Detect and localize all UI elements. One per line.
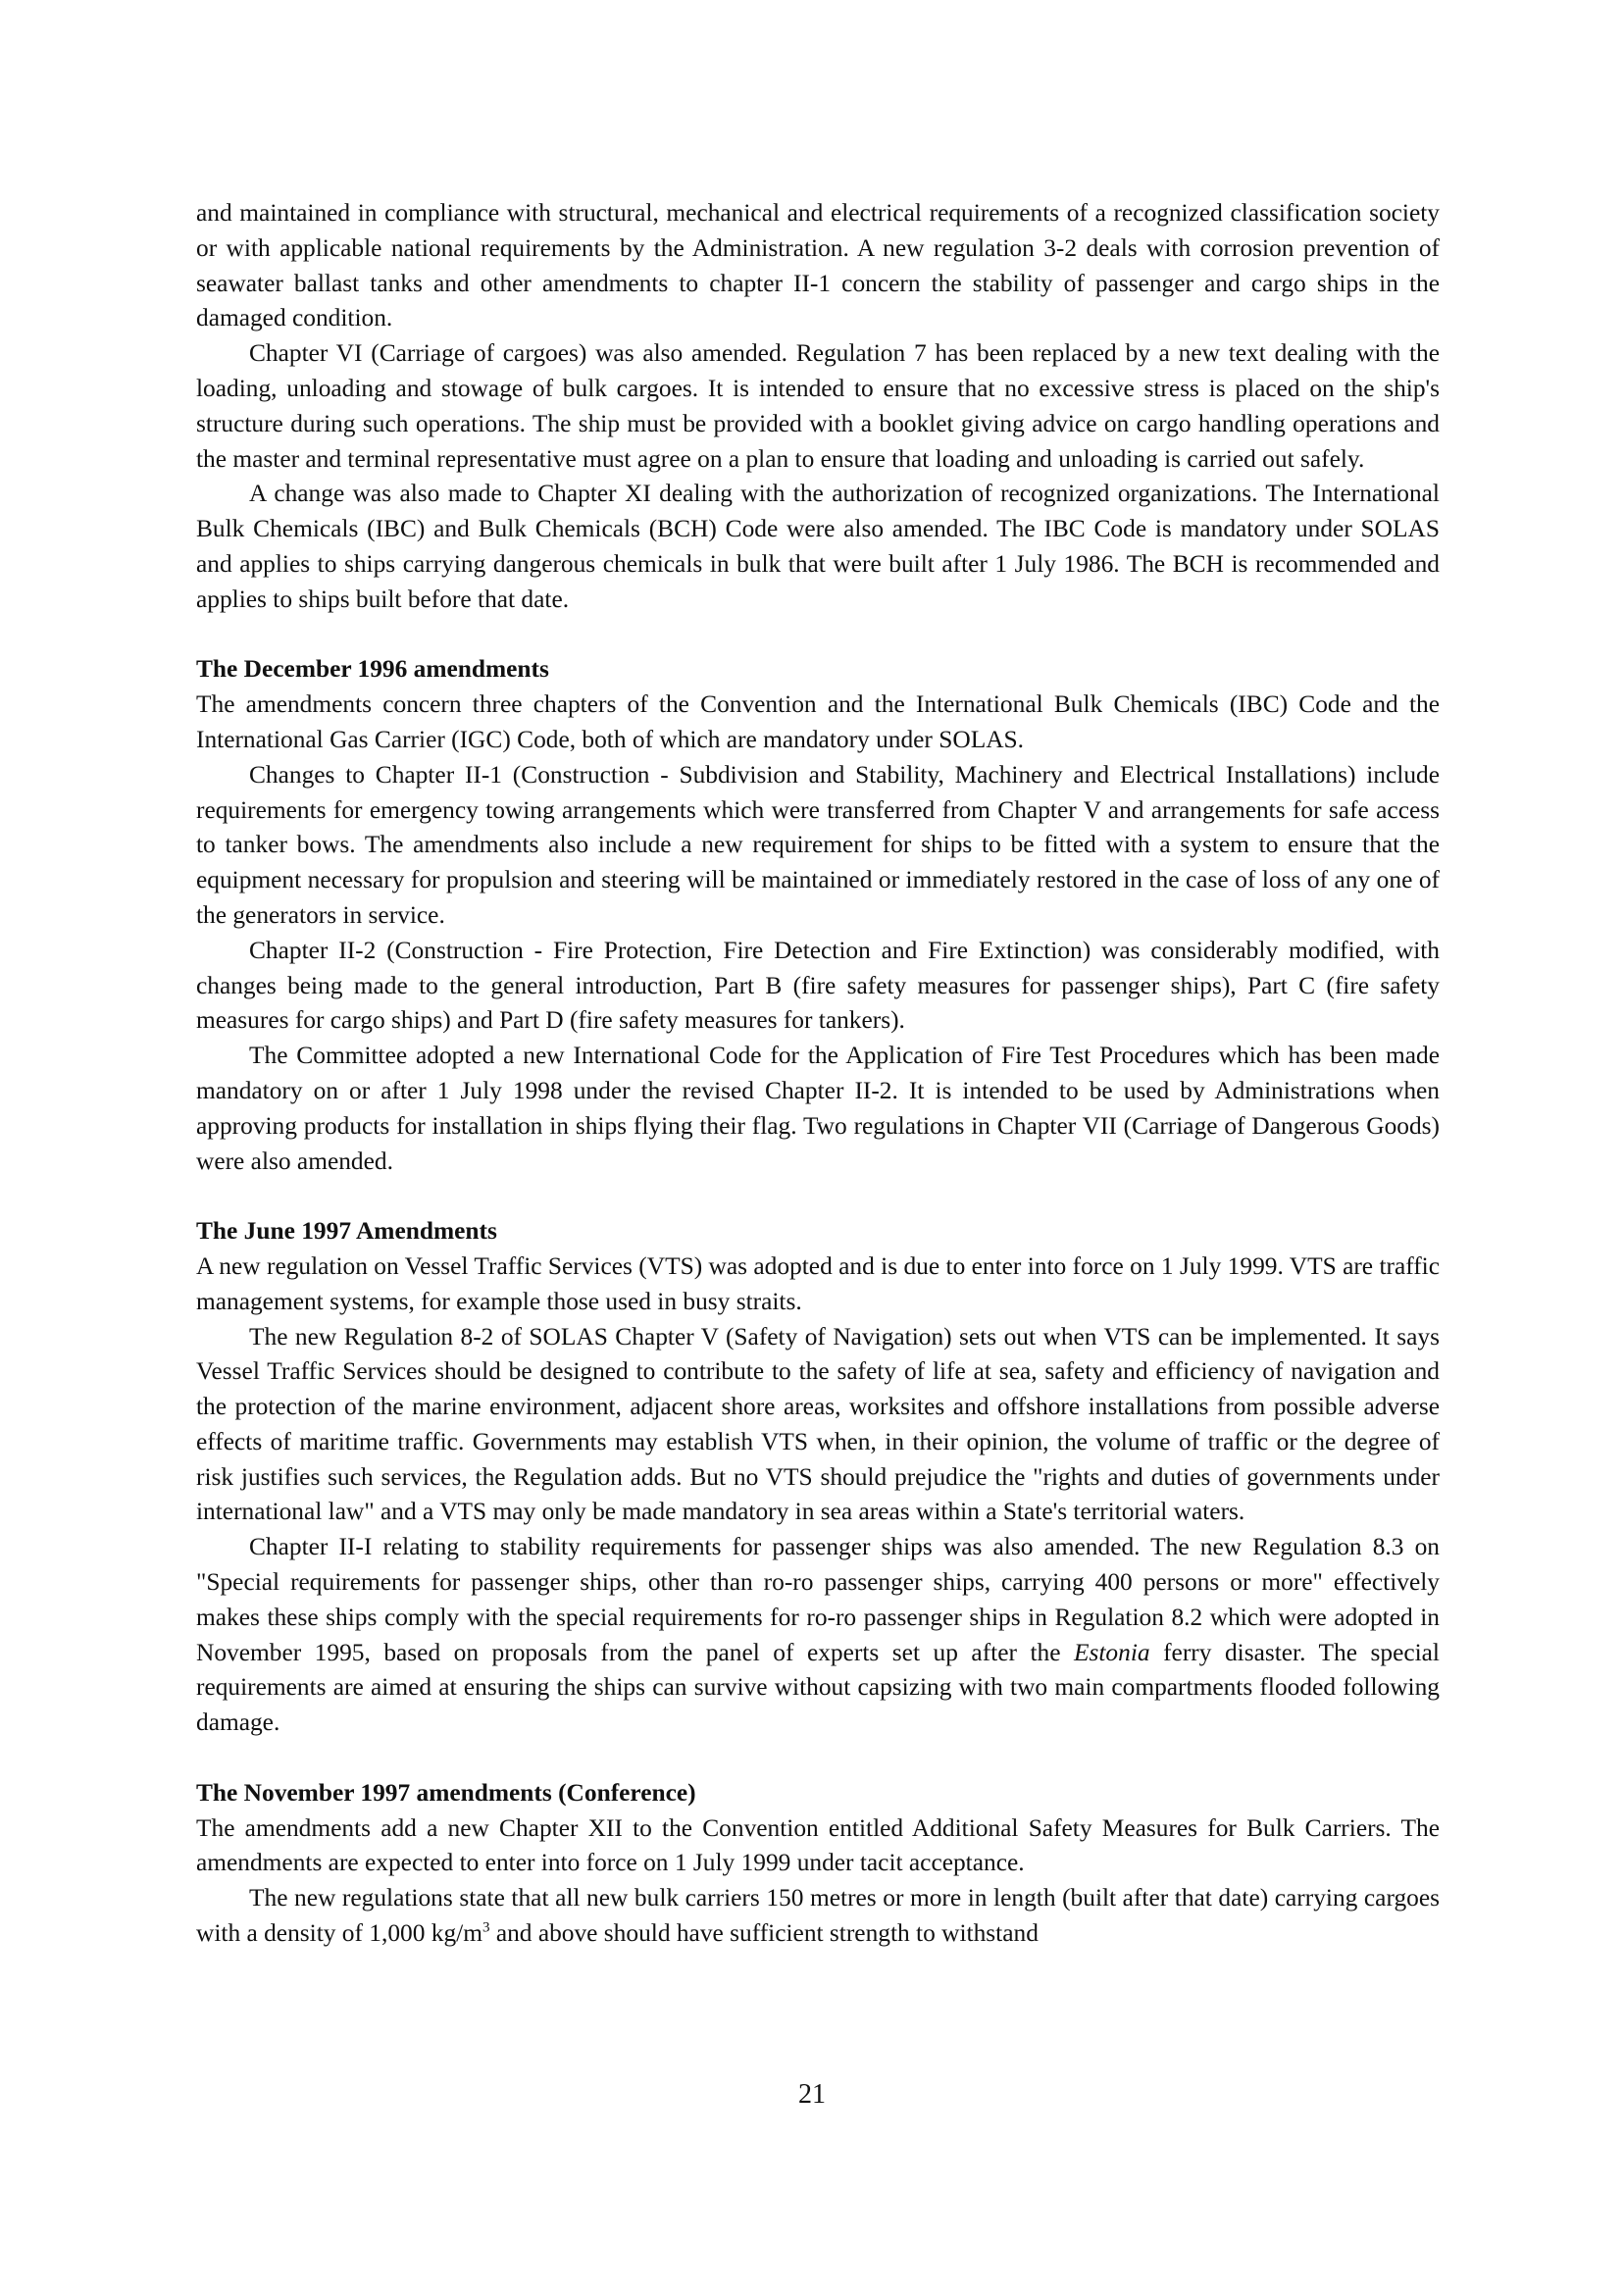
ship-name-italic: Estonia — [1073, 1638, 1150, 1666]
intro-paragraph-3: A change was also made to Chapter XI dealing with the authorization of recognized organizations. The International Bulk Chemicals (IBC) and Bulk Chemicals (BCH) Code were also amended. The IBC Code is mandatory under SOLAS and applies to ships carrying dangerous chemicals in bulk that were built after 1 July 1986. The BCH is recommended and applies to ships built before that date. — [196, 480, 1440, 613]
intro-paragraph-2: Chapter VI (Carriage of cargoes) was also amended. Regulation 7 has been replaced by a new text dealing with the loading, unloading and stowage of bulk cargoes. It is intended to ensure that no excessive stress is placed on the ship's structure during such operations. The ship must be provided with a booklet giving advice on cargo handling operations and the master and terminal representative must agree on a plan to ensure that loading and unloading is carried out safely. — [196, 339, 1440, 473]
intro-paragraph-1: and maintained in compliance with structural, mechanical and electrical requirements of a recognized classification society or with applicable national requirements by the Administration. A new regulation 3-2 deals with corrosion prevention of seawater ballast tanks and other amendments to chapter II-1 concern the stability of passenger and cargo ships in the damaged condition. — [196, 199, 1440, 332]
section-heading-nov-1997: The November 1997 amendments (Conference) — [196, 1778, 696, 1807]
jun-1997-paragraph-2: The new Regulation 8-2 of SOLAS Chapter V (Safety of Navigation) sets out when VTS can be implemented. It says Vessel Traffic Services should be designed to contribute to the safety of life at sea, safety and efficiency of navigation and the protection of the marine environment, adjacent shore areas, worksites and offshore installations from possible adverse effects of maritime traffic. Governments may establish VTS when, in their opinion, the volume of traffic or the degree of risk justifies such services, the Regulation adds. But no VTS should prejudice the "rights and duties of governments under international law" and a VTS may only be made mandatory in sea areas within a State's territorial waters. — [196, 1322, 1440, 1526]
jun-1997-paragraph-1: A new regulation on Vessel Traffic Services (VTS) was adopted and is due to enter into force on 1 July 1999. VTS are traffic management systems, for example those used in busy straits. — [196, 1251, 1440, 1315]
jun-1997-paragraph-3-text-a: Chapter II-I relating to stability requirements for passenger ships was also amended. The new Regulation 8.3 on "Special requirements for passenger ships, other than ro-ro passenger ships, carrying 400 persons or more" effectively makes these ships comply with the special requirements for ro-ro passenger ships in Regulation 8.2 which were adopted in November 1995, based on proposals from the panel of experts set up after the — [196, 1533, 1440, 1666]
section-heading-jun-1997: The June 1997 Amendments — [196, 1217, 497, 1246]
nov-1997-paragraph-2-text-b: and above should have sufficient strength to withstand — [489, 1919, 1039, 1948]
nov-1997-paragraph-1: The amendments add a new Chapter XII to the Convention entitled Additional Safety Measures for Bulk Carriers. The amendments are expected to enter into force on 1 July 1999 under tacit acceptance. — [196, 1813, 1440, 1877]
cubic-superscript: 3 — [482, 1919, 490, 1936]
dec-1996-paragraph-2: Changes to Chapter II-1 (Construction - Subdivision and Stability, Machinery and Electrical Installations) include requirements for emergency towing arrangements which were transferred from Chapter V and arrangements for safe access to tanker bows. The amendments also include a new requirement for ships to be fitted with a system to ensure that the equipment necessary for propulsion and steering will be maintained or immediately restored in the case of loss of any one of the generators in service. — [196, 760, 1440, 929]
section-heading-dec-1996: The December 1996 amendments — [196, 655, 549, 684]
document-page — [196, 196, 1440, 1952]
jun-1997-paragraph-3-text-b: ferry disaster. The special requirements are aimed at ensuring the ships can survive without capsizing with two main compartments flooded following damage. — [196, 1638, 1440, 1737]
dec-1996-paragraph-3: Chapter II-2 (Construction - Fire Protection, Fire Detection and Fire Extinction) was considerably modified, with changes being made to the general introduction, Part B (fire safety measures for passenger ships), Part C (fire safety measures for cargo ships) and Part D (fire safety measures for tankers). — [196, 936, 1440, 1035]
nov-1997-paragraph-2-text-a: The new regulations state that all new bulk carriers 150 metres or more in length (built after that date) carrying cargoes with a density of 1,000 kg/m — [196, 1884, 1440, 1948]
dec-1996-paragraph-4: The Committee adopted a new International Code for the Application of Fire Test Procedures which has been made mandatory on or after 1 July 1998 under the revised Chapter II-2. It is intended to be used by Administrations when approving products for installation in ships flying their flag. Two regulations in Chapter VII (Carriage of Dangerous Goods) were also amended. — [196, 1042, 1440, 1175]
page-number: 21 — [798, 2079, 826, 2110]
jun-1997-paragraph-3 — [196, 1530, 1440, 1741]
nov-1997-paragraph-2 — [196, 1881, 1440, 1952]
dec-1996-paragraph-1: The amendments concern three chapters of the Convention and the International Bulk Chemicals (IBC) Code and the International Gas Carrier (IGC) Code, both of which are mandatory under SOLAS. — [196, 690, 1440, 753]
